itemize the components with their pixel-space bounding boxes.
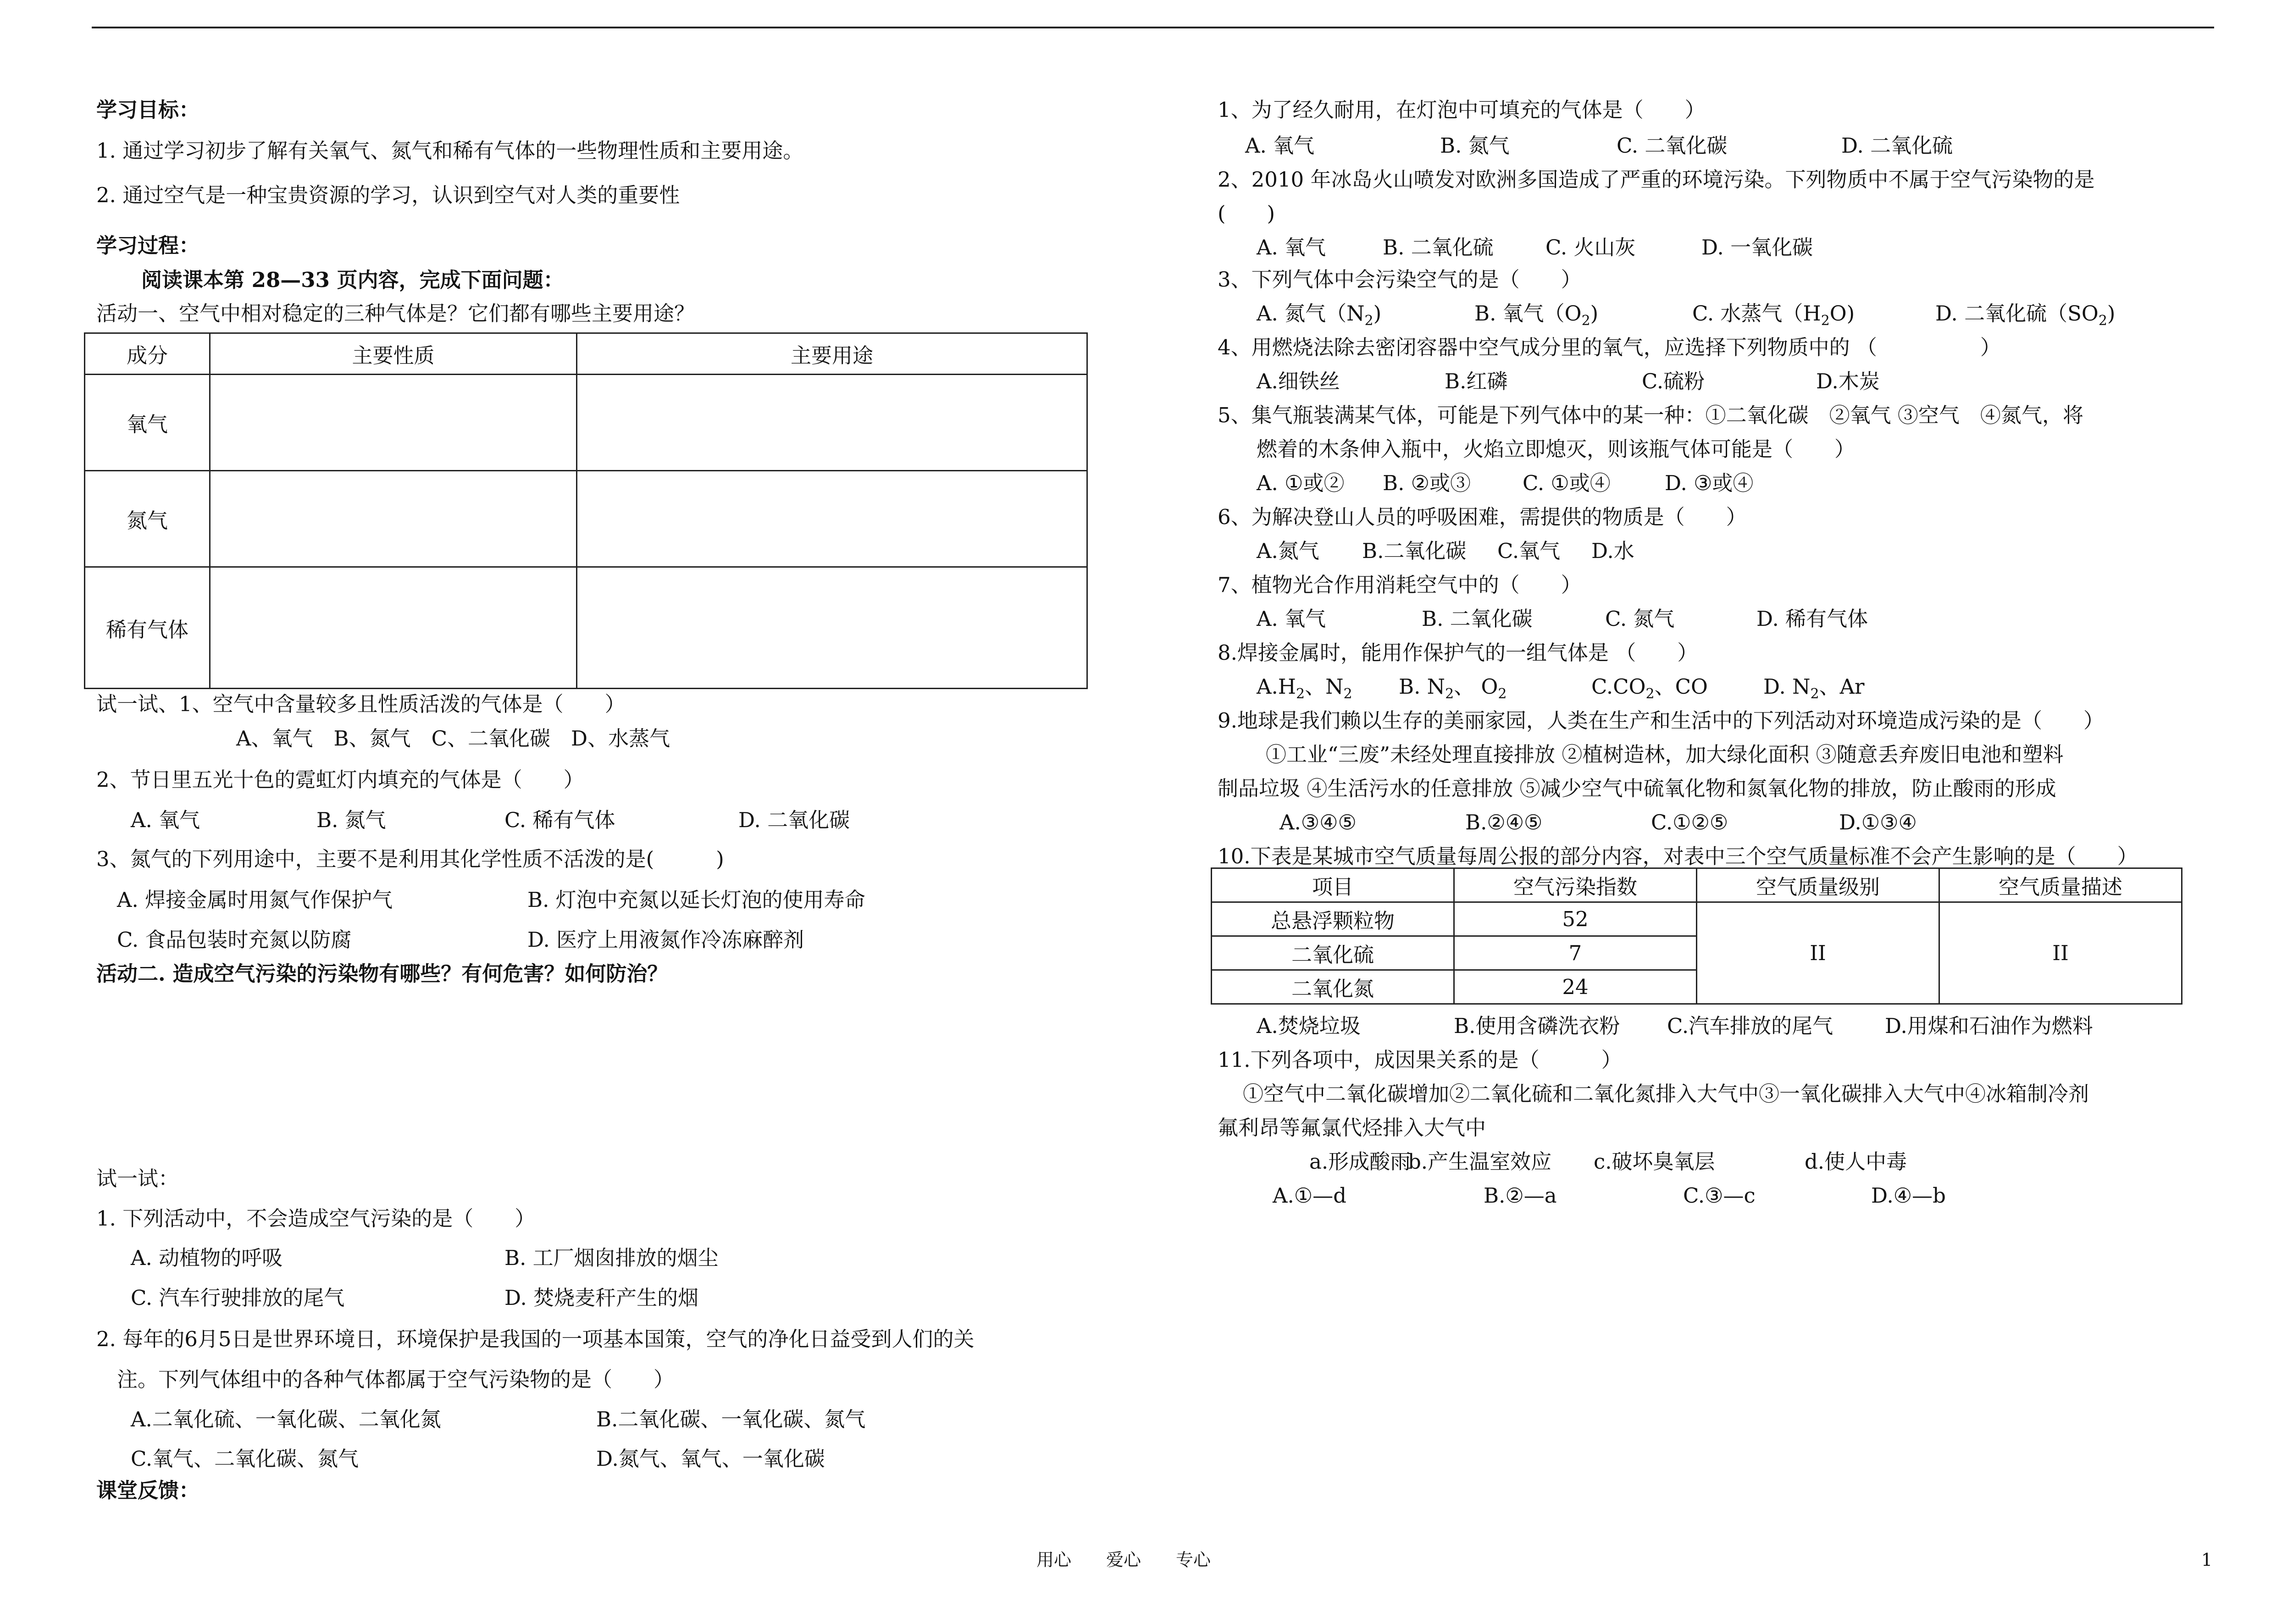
gas-table-row-label: 氧气 [85, 375, 210, 471]
try-1-question: 试一试、1、空气中含量较多且性质活泼的气体是（ ） [96, 692, 626, 716]
gas-table-row-label: 稀有气体 [85, 567, 210, 689]
r-q3-option: C. 水蒸气$(H_2O)$ [1692, 301, 1855, 329]
r-q10-option: B.使用含磷洗衣粉 [1454, 1014, 1620, 1038]
r-q11-option: A.①—d [1273, 1183, 1346, 1208]
gas-table-cell[interactable] [210, 567, 577, 689]
r-question-4: 4、用燃烧法除去密闭容器中空气成分里的氧气，应选择下列物质中的 （ ） [1218, 335, 2001, 359]
r-question-11-cont: 氟利昂等氟氯代烃排入大气中 [1218, 1116, 1486, 1140]
r-question-11: 11.下列各项中，成因果关系的是（ ） [1218, 1048, 1622, 1072]
try-2-title: 试一试： [96, 1166, 179, 1191]
reading-instruction: 阅读课本第 28—33 页内容，完成下面问题： [141, 268, 564, 292]
r-q2-option: C. 火山灰 [1545, 235, 1636, 260]
r-question-7: 7、植物光合作用消耗空气中的（ ） [1218, 573, 1582, 597]
gas-table-cell[interactable] [577, 471, 1087, 567]
r-question-5: 5、集气瓶装满某气体，可能是下列气体中的某一种：①二氧化碳 ②氧气 ③空气 ④氮气，将 [1218, 403, 2083, 427]
r-q1-option: C. 二氧化碳 [1617, 133, 1728, 158]
pollution-question-2: 2. 每年的6月5日是世界环境日，环境保护是我国的一项基本国策，空气的净化日益受到人们的关 [96, 1327, 975, 1351]
gas-table-header: 成分 [85, 333, 210, 375]
goals-title: 学习目标： [96, 98, 200, 122]
r-q8-option: $A.H_2$、$N_2$ [1257, 674, 1352, 702]
r-q10-option: D.用煤和石油作为燃料 [1885, 1014, 2093, 1038]
r-q8-option: D. $N_2$、Ar [1763, 674, 1865, 702]
footer-text: 用心 爱心 专心 [1036, 1550, 1211, 1570]
r-question-2: 2、2010 年冰岛火山喷发对欧洲多国造成了严重的环境污染。下列物质中不属于空气污染物的是 [1218, 167, 2095, 192]
air-quality-item: 二氧化氮 [1212, 970, 1454, 1004]
question-2-option: D. 二氧化碳 [738, 808, 850, 832]
r-question-9-cont: ①工业“三废”未经处理直接排放 ②植树造林，加大绿化面积 ③随意丢弃废旧电池和塑料 [1266, 742, 2064, 767]
pollution-q2-option: C.氧气、二氧化碳、氮气 [131, 1447, 359, 1471]
air-quality-value: 52 [1454, 902, 1697, 936]
r-q10-option: A.焚烧垃圾 [1257, 1014, 1361, 1038]
r-q8-option: $C.CO_2$、CO [1591, 674, 1708, 702]
r-question-5-cont: 燃着的木条伸入瓶中，火焰立即熄灭，则该瓶气体可能是（ ） [1257, 437, 1855, 461]
goal-2: 2. 通过空气是一种宝贵资源的学习，认识到空气对人类的重要性 [96, 183, 680, 207]
r-q9-option: A.③④⑤ [1279, 810, 1357, 834]
r-q6-option: C.氧气 [1497, 539, 1561, 563]
goal-1: 1. 通过学习初步了解有关氧气、氮气和稀有气体的一些物理性质和主要用途。 [96, 138, 804, 163]
r-q3-option: D. 二氧化硫$(SO_2)$ [1935, 301, 2116, 329]
air-quality-header: 空气污染指数 [1454, 868, 1697, 902]
pollution-q1-option: C. 汽车行驶排放的尾气 [131, 1286, 345, 1310]
activity-1-title: 活动一、空气中相对稳定的三种气体是？它们都有哪些主要用途？ [96, 301, 695, 326]
air-quality-table [1211, 867, 2182, 1005]
r-q11-effect: d.使人中毒 [1805, 1149, 1907, 1174]
r-q7-option: A. 氧气 [1257, 607, 1326, 631]
air-quality-header: 空气质量级别 [1697, 868, 1939, 902]
question-2-option: A. 氧气 [131, 808, 200, 832]
pollution-q1-option: A. 动植物的呼吸 [131, 1246, 283, 1270]
r-question-11-cont: ①空气中二氧化碳增加②二氧化硫和二氧化氮排入大气中③一氧化碳排入大气中④冰箱制冷剂 [1243, 1082, 2089, 1106]
gas-table-cell[interactable] [577, 567, 1087, 689]
feedback-title: 课堂反馈： [96, 1478, 200, 1502]
question-3-option: D. 医疗上用液氮作冷冻麻醉剂 [527, 928, 804, 952]
gas-table-cell[interactable] [210, 375, 577, 471]
r-question-9: 9.地球是我们赖以生存的美丽家园，人类在生产和生活中的下列活动对环境造成污染的是（ ） [1218, 708, 2104, 733]
r-q1-option: D. 二氧化硫 [1841, 133, 1953, 158]
top-rule [92, 27, 2214, 28]
pollution-q2-option: D.氮气、氧气、一氧化碳 [596, 1447, 825, 1471]
r-q6-option: D.水 [1591, 539, 1634, 563]
r-q3-option: B. 氧气$(O_2)$ [1474, 301, 1599, 329]
r-q11-option: B.②—a [1484, 1183, 1557, 1208]
air-quality-item: 二氧化硫 [1212, 936, 1454, 970]
pollution-q1-option: B. 工厂烟囱排放的烟尘 [504, 1246, 719, 1270]
question-2-option: C. 稀有气体 [504, 808, 615, 832]
air-quality-value: 7 [1454, 936, 1697, 970]
r-q5-option: C. ①或④ [1523, 471, 1611, 495]
r-q11-option: D.④—b [1871, 1183, 1946, 1208]
page-number: 1 [2201, 1550, 2213, 1570]
r-q10-option: C.汽车排放的尾气 [1667, 1014, 1833, 1038]
r-q9-option: B.②④⑤ [1465, 810, 1543, 834]
gas-table-row-label: 氮气 [85, 471, 210, 567]
r-q7-option: C. 氮气 [1605, 607, 1675, 631]
r-question-3: 3、下列气体中会污染空气的是（ ） [1218, 267, 1582, 292]
r-q5-option: B. ②或③ [1383, 471, 1471, 495]
r-q9-option: D.①③④ [1839, 810, 1917, 834]
r-q11-option: C.③—c [1683, 1183, 1756, 1208]
air-quality-item: 总悬浮颗粒物 [1212, 902, 1454, 936]
question-3-option: C. 食品包装时充氮以防腐 [117, 928, 352, 952]
question-2: 2、节日里五光十色的霓虹灯内填充的气体是（ ） [96, 768, 584, 792]
r-q11-effect: a.形成酸雨 [1309, 1149, 1411, 1174]
r-q11-effect: c.破坏臭氧层 [1594, 1149, 1715, 1174]
air-quality-level: II [1697, 902, 1939, 1004]
gas-table-cell[interactable] [210, 471, 577, 567]
gas-table [84, 332, 1088, 689]
pollution-q2-option: A.二氧化硫、一氧化碳、二氧化氮 [131, 1407, 441, 1431]
question-2-option: B. 氮气 [316, 808, 386, 832]
r-q1-option: A. 氧气 [1245, 133, 1315, 158]
r-question-10: 10.下表是某城市空气质量每周公报的部分内容，对表中三个空气质量标准不会产生影响的是（ ） [1218, 844, 2138, 868]
air-quality-header: 项目 [1212, 868, 1454, 902]
r-q4-option: B.红磷 [1445, 369, 1508, 393]
pollution-question-2-cont: 注。下列气体组中的各种气体都属于空气污染物的是（ ） [117, 1367, 675, 1392]
question-3: 3、氮气的下列用途中，主要不是利用其化学性质不活泼的是( ) [96, 847, 724, 871]
r-q2-option: D. 一氧化碳 [1701, 235, 1813, 260]
r-q7-option: D. 稀有气体 [1756, 607, 1868, 631]
pollution-q1-option: D. 焚烧麦秆产生的烟 [504, 1286, 699, 1310]
r-question-8: 8.焊接金属时，能用作保护气的一组气体是 （ ） [1218, 641, 1698, 665]
r-q5-option: D. ③或④ [1665, 471, 1754, 495]
r-q5-option: A. ①或② [1257, 471, 1345, 495]
r-q4-option: D.木炭 [1816, 369, 1880, 393]
question-3-option: B. 灯泡中充氮以延长灯泡的使用寿命 [527, 888, 865, 912]
r-question-6: 6、为解决登山人员的呼吸困难，需提供的物质是（ ） [1218, 505, 1747, 529]
gas-table-header: 主要性质 [210, 333, 577, 375]
try-1-options: A、氧气 B、氮气 C、二氧化碳 D、水蒸气 [236, 726, 670, 751]
r-question-2-cont: ( ) [1218, 201, 1275, 226]
r-q2-option: A. 氧气 [1257, 235, 1326, 260]
r-q6-option: A.氮气 [1257, 539, 1319, 563]
r-q7-option: B. 二氧化碳 [1422, 607, 1533, 631]
r-q9-option: C.①②⑤ [1651, 810, 1728, 834]
pollution-q2-option: B.二氧化碳、一氧化碳、氮气 [596, 1407, 866, 1431]
question-3-option: A. 焊接金属时用氮气作保护气 [117, 888, 393, 912]
r-question-9-cont: 制品垃圾 ④生活污水的任意排放 ⑤减少空气中硫氧化物和氮氧化物的排放，防止酸雨的形成 [1218, 776, 2056, 801]
r-q1-option: B. 氮气 [1440, 133, 1510, 158]
r-q4-option: C.硫粉 [1642, 369, 1705, 393]
r-q3-option: A. 氮气$(N_2)$ [1257, 301, 1382, 329]
gas-table-cell[interactable] [577, 375, 1087, 471]
r-question-1: 1、为了经久耐用，在灯泡中可填充的气体是（ ） [1218, 98, 1706, 122]
gas-table-header: 主要用途 [577, 333, 1087, 375]
air-quality-header: 空气质量描述 [1939, 868, 2182, 902]
pollution-question-1: 1. 下列活动中，不会造成空气污染的是（ ） [96, 1206, 536, 1231]
r-q4-option: A.细铁丝 [1257, 369, 1340, 393]
r-q11-effect: b.产生温室效应 [1408, 1149, 1552, 1174]
air-quality-value: 24 [1454, 970, 1697, 1004]
air-quality-desc: II [1939, 902, 2182, 1004]
process-title: 学习过程： [96, 233, 200, 258]
r-q2-option: B. 二氧化硫 [1383, 235, 1494, 260]
r-q6-option: B.二氧化碳 [1362, 539, 1467, 563]
r-q8-option: B. $N_2$、 $O_2$ [1399, 674, 1507, 702]
activity-2-title: 活动二. 造成空气污染的污染物有哪些？有何危害？如何防治？ [96, 961, 668, 986]
